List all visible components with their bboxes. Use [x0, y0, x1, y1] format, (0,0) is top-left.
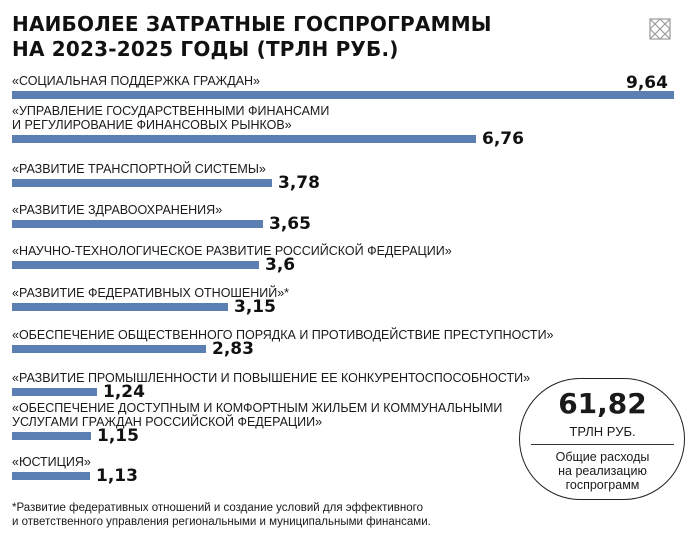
category-label: И РЕГУЛИРОВАНИЕ ФИНАНСОВЫХ РЫНКОВ»	[12, 118, 292, 132]
category-label: «УПРАВЛЕНИЕ ГОСУДАРСТВЕННЫМИ ФИНАНСАМИ	[12, 104, 330, 118]
value-label: 3,15	[234, 297, 276, 317]
category-label: «РАЗВИТИЕ ПРОМЫШЛЕННОСТИ И ПОВЫШЕНИЕ ЕЕ КОНКУРЕНТОСПОСОБНОСТИ»	[12, 371, 531, 385]
footnote-line: и ответственного управления региональными и муниципальными финансами.	[12, 516, 431, 528]
chart-title-line: НАИБОЛЕЕ ЗАТРАТНЫЕ ГОСПРОГРАММЫ	[12, 12, 492, 36]
footnote-line: *Развитие федеративных отношений и создание условий для эффективного	[12, 502, 423, 514]
value-label: 3,78	[278, 173, 320, 193]
total-caption-line: госпрограмм	[565, 478, 640, 492]
category-label: «ОБЕСПЕЧЕНИЕ ОБЩЕСТВЕННОГО ПОРЯДКА И ПРОТИВОДЕЙСТВИЕ ПРЕСТУПНОСТИ»	[12, 328, 554, 342]
category-label: «ОБЕСПЕЧЕНИЕ ДОСТУПНЫМ И КОМФОРТНЫМ ЖИЛЬЕМ И КОММУНАЛЬНЫМИ	[12, 401, 503, 415]
total-unit: ТРЛН РУБ.	[569, 424, 636, 439]
total-divider	[531, 444, 674, 445]
bar	[12, 179, 272, 187]
bar	[12, 303, 228, 311]
value-label: 2,83	[212, 339, 254, 359]
category-label: УСЛУГАМИ ГРАЖДАН РОССИЙСКОЙ ФЕДЕРАЦИИ»	[12, 415, 323, 429]
bar	[12, 472, 90, 480]
bar	[12, 432, 91, 440]
category-label: «СОЦИАЛЬНАЯ ПОДДЕРЖКА ГРАЖДАН»	[12, 74, 261, 88]
total-caption	[519, 450, 686, 492]
total-caption-line: на реализацию	[558, 464, 647, 478]
value-label: 3,65	[269, 214, 311, 234]
footnote	[12, 501, 672, 529]
bar	[12, 388, 97, 396]
total-value: 61,82	[558, 387, 647, 420]
value-label: 9,64	[626, 73, 668, 93]
bar	[12, 345, 206, 353]
bar	[12, 135, 476, 143]
value-label: 3,6	[265, 255, 296, 275]
category-label: «РАЗВИТИЕ ЗДРАВООХРАНЕНИЯ»	[12, 203, 223, 217]
bar	[12, 91, 674, 99]
chart-title-line: НА 2023-2025 ГОДЫ (ТРЛН РУБ.)	[12, 37, 399, 61]
category-label: «РАЗВИТИЕ ФЕДЕРАТИВНЫХ ОТНОШЕНИЙ»*	[12, 286, 290, 300]
category-label: «НАУЧНО-ТЕХНОЛОГИЧЕСКОЕ РАЗВИТИЕ РОССИЙСКОЙ ФЕДЕРАЦИИ»	[12, 244, 452, 258]
category-label: «РАЗВИТИЕ ТРАНСПОРТНОЙ СИСТЕМЫ»	[12, 162, 266, 176]
category-label: «ЮСТИЦИЯ»	[12, 455, 91, 469]
bar	[12, 220, 263, 228]
value-label: 1,15	[97, 426, 139, 446]
value-label: 6,76	[482, 129, 524, 149]
value-label: 1,24	[103, 382, 145, 402]
total-caption-line: Общие расходы	[555, 450, 650, 464]
bar	[12, 261, 259, 269]
value-label: 1,13	[96, 466, 138, 486]
